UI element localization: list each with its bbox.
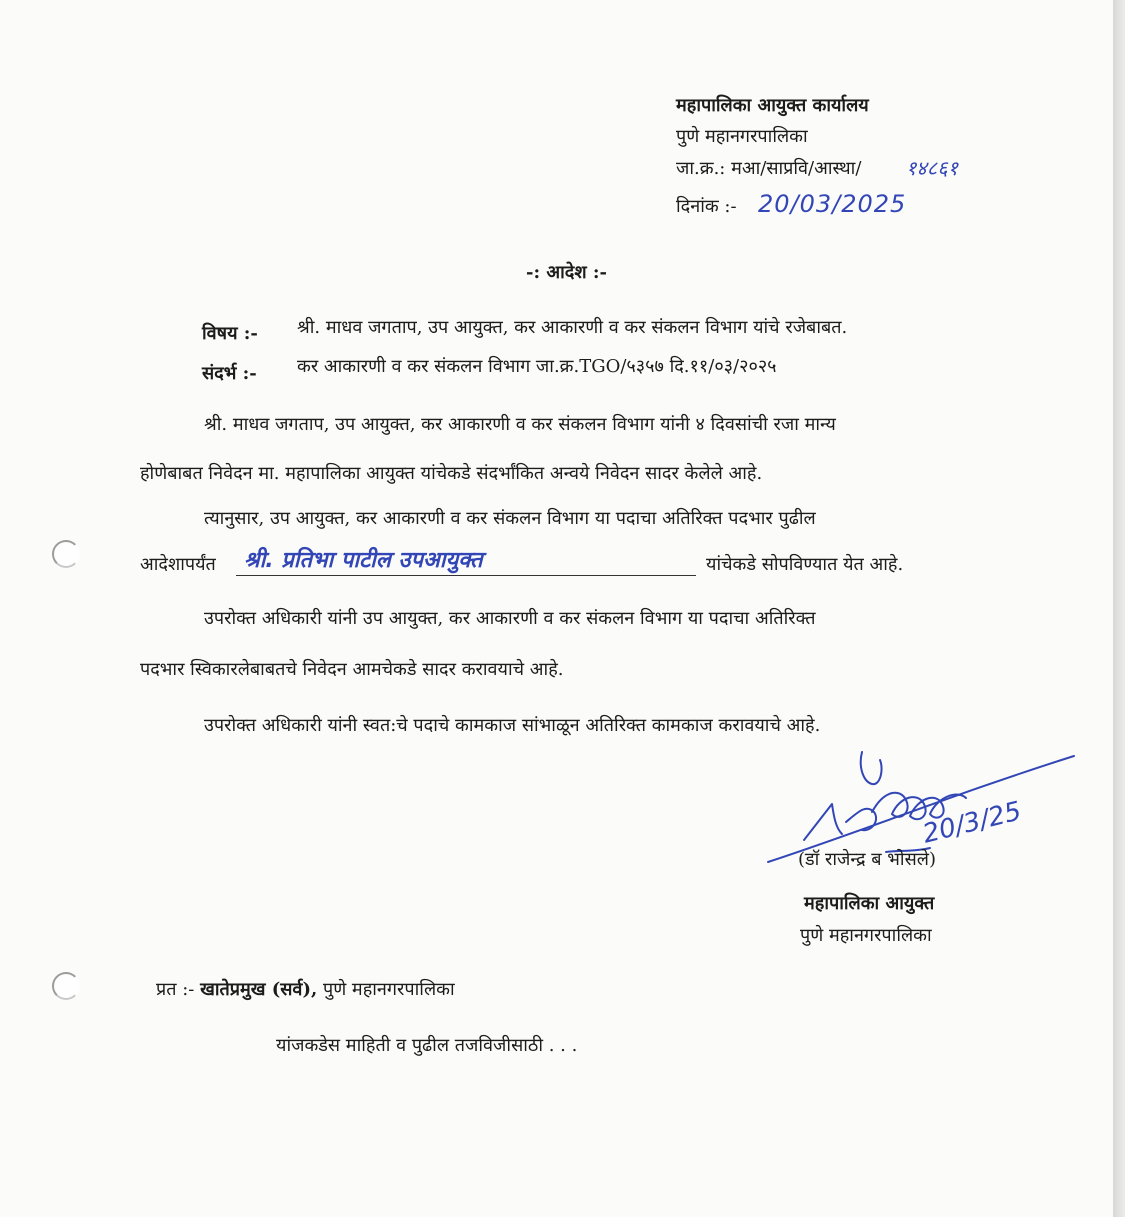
copy-label: प्रत :- <box>156 979 195 1000</box>
header-org: पुणे महानगरपालिका <box>676 126 808 147</box>
signatory-org: पुणे महानगरपालिका <box>800 925 932 946</box>
header-date-label: दिनांक :- <box>676 196 737 217</box>
para3-line2: पदभार स्विकारलेबाबतचे निवेदन आमचेकडे सादर करावयाचे आहे. <box>140 659 564 680</box>
header-office: महापालिका आयुक्त कार्यालय <box>676 95 869 116</box>
handwritten-date: 20/03/2025 <box>758 190 907 218</box>
para2-line1: त्यानुसार, उप आयुक्त, कर आकारणी व कर संकलन विभाग या पदाचा अतिरिक्त पदभार पुढील <box>204 508 816 529</box>
signatory-designation: महापालिका आयुक्त <box>804 893 935 914</box>
reference-label: संदर्भ :- <box>202 363 257 384</box>
signature-handwritten-date: 20/3/25 <box>919 796 1025 850</box>
para4: उपरोक्त अधिकारी यांनी स्वत:चे पदाचे कामकाज सांभाळून अतिरिक्त कामकाज करावयाचे आहे. <box>204 715 821 736</box>
para3-line1: उपरोक्त अधिकारी यांनी उप आयुक्त, कर आकारणी व कर संकलन विभाग या पदाचा अतिरिक्त <box>204 608 816 629</box>
order-title: -: आदेश :- <box>526 262 607 283</box>
para2-line2-end: यांचेकडे सोपविण्यात येत आहे. <box>706 554 904 575</box>
copy-to-rest: पुणे महानगरपालिका <box>322 979 455 1000</box>
ref-handwritten-number: १४८६१ <box>906 156 958 180</box>
subject-text: श्री. माधव जगताप, उप आयुक्त, कर आकारणी व कर संकलन विभाग यांचे रजेबाबत. <box>297 317 848 338</box>
scan-edge <box>1113 0 1125 1217</box>
para2-line2-start: आदेशापर्यंत <box>140 554 216 575</box>
reference-text: कर आकारणी व कर संकलन विभाग जा.क्र.TGO/५३५७ दि.११/०३/२०२५ <box>297 356 777 377</box>
para1-line1: श्री. माधव जगताप, उप आयुक्त, कर आकारणी व कर संकलन विभाग यांनी ४ दिवसांची रजा मान्य <box>204 414 836 435</box>
ref-label: जा.क्र.: <box>676 158 726 179</box>
copy-line <box>156 978 455 1002</box>
handwritten-officer-name: श्री. प्रतिभा पाटील उपआयुक्त <box>244 548 483 573</box>
ref-printed: मआ/साप्रवि/आस्था/ <box>731 158 862 179</box>
subject-label: विषय :- <box>202 323 258 344</box>
copy-to-bold: खातेप्रमुख (सर्व), <box>200 979 318 1000</box>
para1-line2: होणेबाबत निवेदन मा. महापालिका आयुक्त यांचेकडे संदर्भांकित अन्वये निवेदन सादर केलेले आहे. <box>140 463 763 484</box>
signatory-name: (डॉ राजेन्द्र ब भोसले) <box>798 849 936 870</box>
copy-purpose: यांजकडेस माहिती व पुढील तजविजीसाठी . . . <box>276 1035 578 1056</box>
